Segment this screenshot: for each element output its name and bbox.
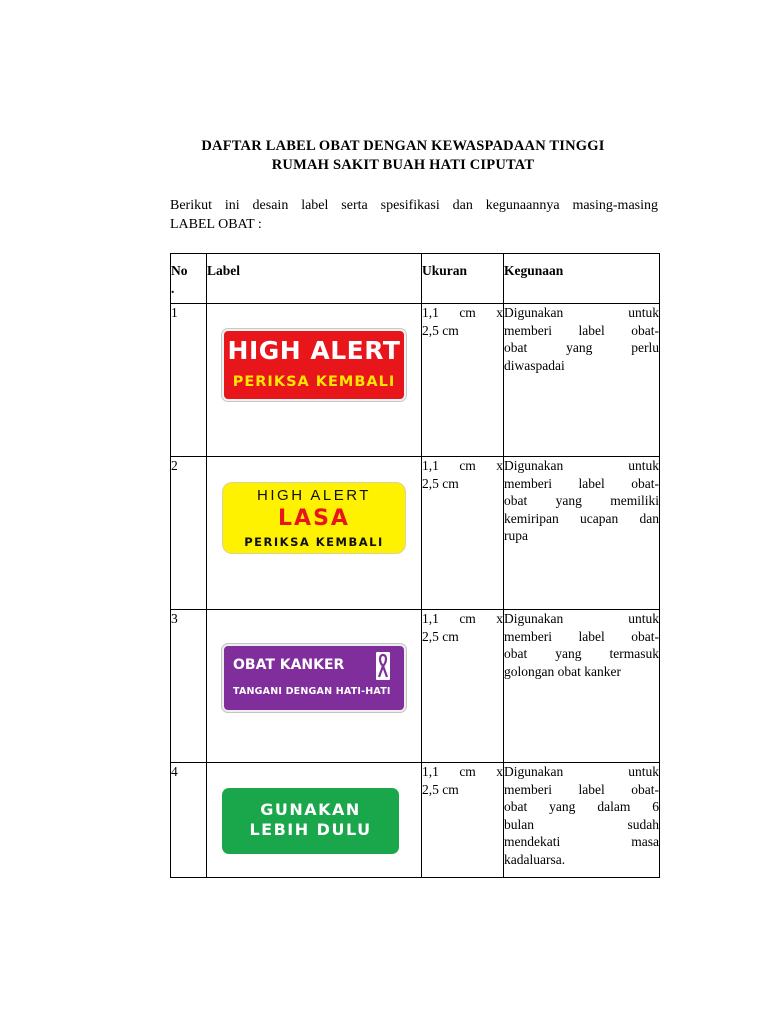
gunakan-lebih-dulu-label bbox=[222, 788, 399, 854]
row-number: 1 bbox=[171, 304, 207, 457]
size-cell bbox=[422, 763, 504, 878]
table-row bbox=[171, 763, 660, 878]
header-size: Ukuran bbox=[422, 254, 504, 304]
label-line-3: PERIKSA KEMBALI bbox=[244, 535, 384, 549]
size-cell bbox=[422, 304, 504, 457]
table-row bbox=[171, 610, 660, 763]
use-line: mendekati masa bbox=[504, 834, 659, 849]
header-use: Kegunaan bbox=[504, 254, 660, 304]
use-line: golongan obat kanker bbox=[504, 663, 621, 679]
size-line-1: 1,1 cm x bbox=[422, 764, 503, 779]
size-line-2: 2,5 cm bbox=[422, 781, 459, 797]
use-cell bbox=[504, 610, 660, 763]
row-number: 4 bbox=[171, 763, 207, 878]
use-line: kadaluarsa. bbox=[504, 851, 566, 867]
row-number: 3 bbox=[171, 610, 207, 763]
awareness-ribbon-icon bbox=[376, 652, 390, 680]
use-line: memberi label obat- bbox=[504, 322, 659, 338]
label-line-1: HIGH ALERT bbox=[257, 487, 371, 504]
row-number: 2 bbox=[171, 457, 207, 610]
header-label: Label bbox=[207, 254, 422, 304]
use-line: Digunakan untuk bbox=[504, 611, 659, 626]
size-line-2: 2,5 cm bbox=[422, 322, 459, 338]
use-line: obat yang termasuk bbox=[504, 646, 659, 661]
use-line: obat yang dalam 6 bbox=[504, 799, 659, 814]
intro-paragraph bbox=[170, 196, 658, 234]
use-line: Digunakan untuk bbox=[504, 305, 659, 320]
use-line: Digunakan untuk bbox=[504, 764, 659, 779]
intro-line-1: Berikut ini desain label serta spesifikasi dan kegunaannya masing-masing bbox=[170, 198, 658, 213]
size-line-1: 1,1 cm x bbox=[422, 458, 503, 473]
label-line-1: GUNAKAN bbox=[260, 800, 361, 819]
size-line-2: 2,5 cm bbox=[422, 475, 459, 491]
obat-kanker-label bbox=[222, 644, 406, 712]
table-row bbox=[171, 457, 660, 610]
label-line-2: PERIKSA KEMBALI bbox=[232, 374, 396, 390]
header-no-line-1: No bbox=[171, 263, 188, 278]
table-header-row bbox=[171, 254, 660, 304]
header-no bbox=[171, 254, 207, 304]
use-line: obat yang perlu bbox=[504, 340, 659, 355]
label-line-2: LASA bbox=[278, 506, 350, 531]
size-cell bbox=[422, 610, 504, 763]
intro-line-2: LABEL OBAT : bbox=[170, 217, 262, 232]
high-alert-label bbox=[222, 329, 406, 401]
lasa-label bbox=[222, 482, 406, 554]
size-cell bbox=[422, 457, 504, 610]
label-cell bbox=[207, 763, 422, 878]
label-cell bbox=[207, 304, 422, 457]
use-cell bbox=[504, 457, 660, 610]
use-line: bulan sudah bbox=[504, 816, 659, 832]
label-cell bbox=[207, 457, 422, 610]
use-line: diwaspadai bbox=[504, 357, 565, 373]
table-row bbox=[171, 304, 660, 457]
use-cell bbox=[504, 304, 660, 457]
size-line-1: 1,1 cm x bbox=[422, 305, 503, 320]
use-line: obat yang memiliki bbox=[504, 493, 659, 508]
use-line: memberi label obat- bbox=[504, 628, 659, 644]
label-line-1: HIGH ALERT bbox=[227, 336, 401, 365]
document-title-line-1: DAFTAR LABEL OBAT DENGAN KEWASPADAAN TINGGI bbox=[201, 138, 605, 154]
use-line: memberi label obat- bbox=[504, 781, 659, 797]
use-cell bbox=[504, 763, 660, 878]
use-line: rupa bbox=[504, 528, 528, 543]
label-cell bbox=[207, 610, 422, 763]
document-title-line-2: RUMAH SAKIT BUAH HATI CIPUTAT bbox=[271, 157, 535, 173]
use-line: Digunakan untuk bbox=[504, 458, 659, 473]
use-line: kemiripan ucapan dan bbox=[504, 510, 659, 526]
label-line-2: LEBIH DULU bbox=[249, 820, 372, 839]
use-line: memberi label obat- bbox=[504, 475, 659, 491]
label-line-2: TANGANI DENGAN HATI-HATI bbox=[233, 686, 391, 697]
label-line-1: OBAT KANKER bbox=[233, 657, 345, 673]
size-line-2: 2,5 cm bbox=[422, 628, 459, 644]
label-table bbox=[170, 253, 660, 878]
header-no-line-2: . bbox=[171, 280, 175, 296]
size-line-1: 1,1 cm x bbox=[422, 611, 503, 626]
